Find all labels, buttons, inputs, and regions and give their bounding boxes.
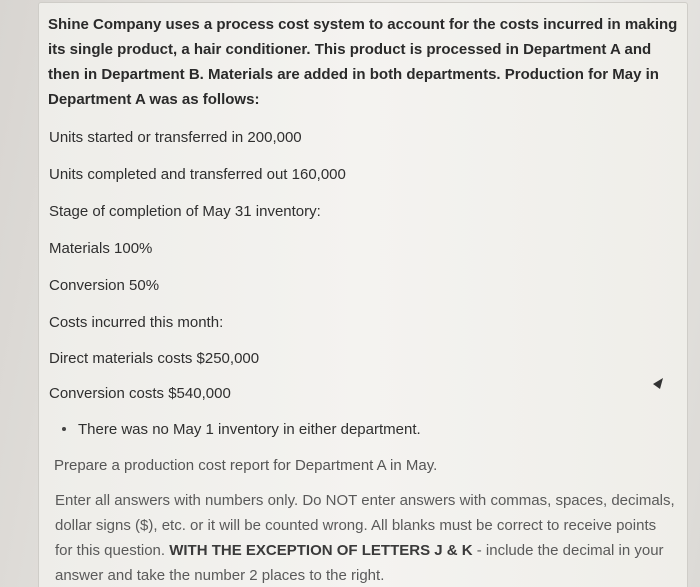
bullet-dot — [62, 427, 66, 431]
problem-intro: Shine Company uses a process cost system to account for the costs incurred in making its single product, a hair conditioner. This product is processed in Department A and then in Department B. Materials are added in both departments. Production for May in Department A was as follows: — [48, 16, 678, 108]
instructions-tail: - include the decimal in your answer and take the number 2 places to the right. — [55, 542, 664, 584]
prepare-report-line: Prepare a production cost report for Department A in May. — [54, 457, 438, 474]
mouse-pointer-icon — [651, 377, 665, 391]
stage-of-completion-line: Stage of completion of May 31 inventory: — [49, 203, 321, 220]
units-completed-line: Units completed and transferred out 160,000 — [49, 166, 346, 183]
conversion-cost-line: Conversion costs $540,000 — [49, 385, 231, 402]
costs-incurred-line: Costs incurred this month: — [49, 314, 224, 331]
direct-materials-cost-line: Direct materials costs $250,000 — [49, 350, 260, 367]
instructions-text: Enter all answers with numbers only. Do NOT enter answers with commas, spaces, decimals, dollar signs ($), etc. or it will be counted wrong. All blanks must be correct to receive points for this question. — [55, 492, 675, 559]
instructions-emphasis: WITH THE EXCEPTION OF LETTERS J & K — [169, 542, 473, 559]
materials-percent-line: Materials 100% — [49, 240, 153, 257]
answer-instructions — [55, 488, 675, 587]
no-inventory-bullet: There was no May 1 inventory in either department. — [78, 421, 421, 438]
conversion-percent-line: Conversion 50% — [49, 277, 160, 294]
units-started-line: Units started or transferred in 200,000 — [49, 129, 302, 146]
